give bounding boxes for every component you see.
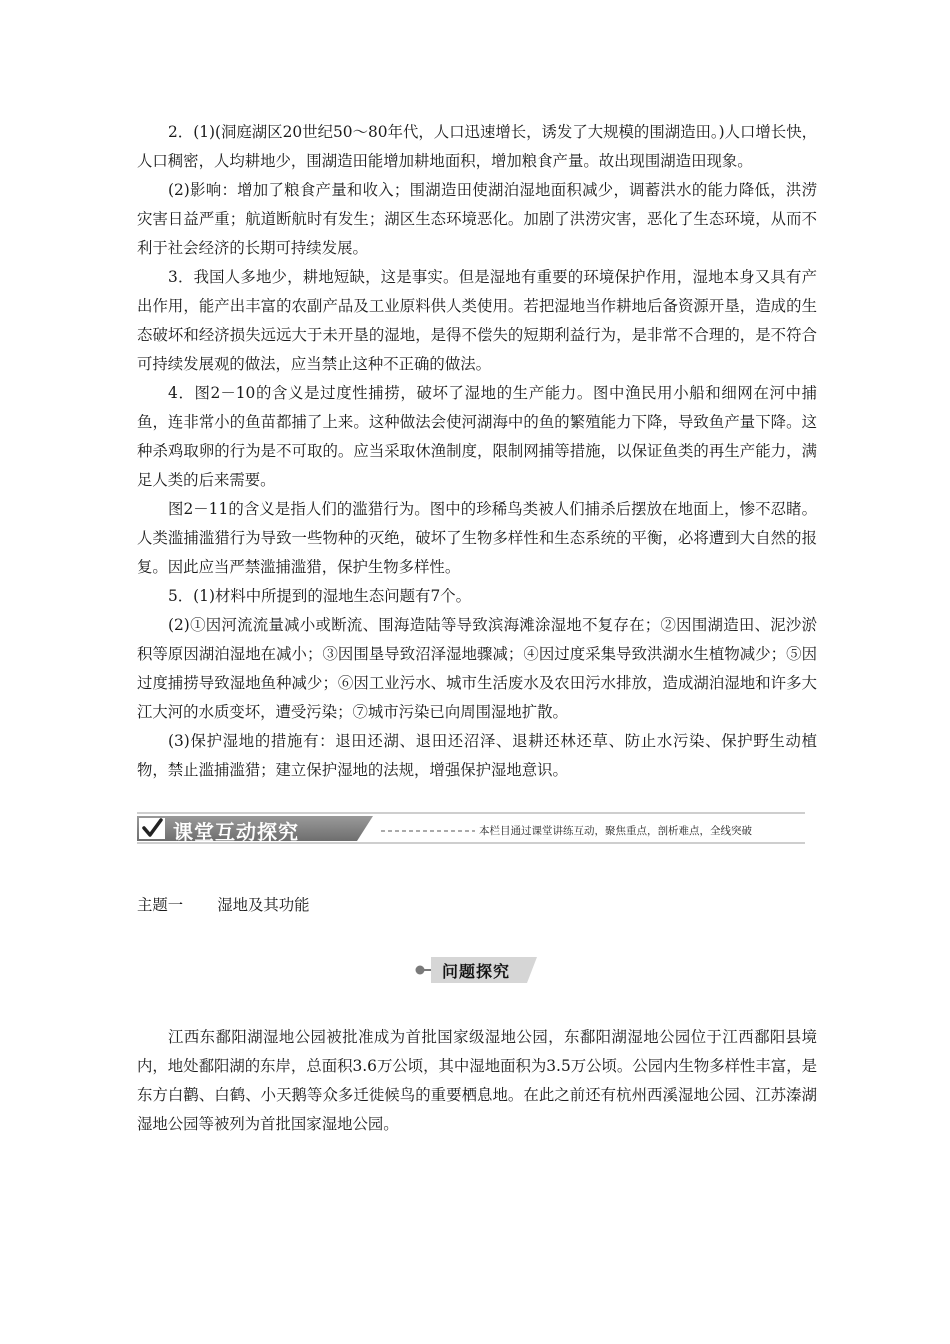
answer-2-1: 2．(1)(洞庭湖区20世纪50～80年代，人口迅速增长，诱发了大规模的围湖造田。)人口增长快，人口稠密，人均耕地少，围湖造田能增加耕地面积，增加粮食产量。故出现围湖造田现象。 xyxy=(137,123,817,170)
banner-title: 课堂互动探究 xyxy=(173,820,299,844)
passage-text: 江西东鄱阳湖湿地公园被批准成为首批国家级湿地公园，东鄱阳湖湿地公园位于江西鄱阳县境内，地处鄱阳湖的东岸，总面积3.6万公顷，其中湿地面积为3.5万公顷。公园内生物多样性丰富，是东方白鹳、白鹤、小天鹅等众多迁徙候鸟的重要栖息地。在此之前还有杭州西溪湿地公园、江苏溱湖湿地公园等被列为首批国家湿地公园。 xyxy=(137,1028,817,1133)
answer-4: 4．图2－10的含义是过度性捕捞，破坏了湿地的生产能力。图中渔民用小船和细网在河中捕鱼，连非常小的鱼苗都捕了上来。这种做法会使河湖海中的鱼的繁殖能力下降，导致鱼产量下降。这种杀鸡取卵的行为是不可取的。应当采取休渔制度，限制网捕等措施，以保证鱼类的再生产能力，满足人类的后来需要。 xyxy=(137,384,817,489)
banner-note: 本栏目通过课堂讲练互动，聚焦重点，剖析难点，全线突破 xyxy=(479,825,752,837)
answer-5-3: (3)保护湿地的措施有：退田还湖、退田还沼泽、退耕还林还草、防止水污染、保护野生动植物，禁止滥捕滥猎；建立保护湿地的法规，增强保护湿地意识。 xyxy=(137,732,817,779)
section-banner xyxy=(137,810,805,846)
topic-heading xyxy=(137,893,310,917)
topic-label: 主题一 xyxy=(137,896,184,914)
question-tag xyxy=(415,954,540,986)
answer-section xyxy=(137,118,817,785)
answer-5-2: (2)①因河流流量减小或断流、围海造陆等导致滨海滩涂湿地不复存在；②因围湖造田、泥沙淤积等原因湖泊湿地在减小；③因围垦导致沼泽湿地骤减；④因过度采集导致洪湖水生植物减少；⑤因过度捕捞导致湿地鱼种减少；⑥因工业污水、城市生活废水及农田污水排放，造成湖泊湿地和许多大江大河的水质变坏，遭受污染；⑦城市污染已向周围湿地扩散。 xyxy=(137,616,817,721)
topic-title: 湿地及其功能 xyxy=(217,896,310,914)
answer-5-1: 5．(1)材料中所提到的湿地生态问题有7个。 xyxy=(168,587,472,605)
passage-section xyxy=(137,1023,817,1139)
answer-3: 3．我国人多地少，耕地短缺，这是事实。但是湿地有重要的环境保护作用，湿地本身又具有产出作用，能产出丰富的农副产品及工业原料供人类使用。若把湿地当作耕地后备资源开垦，造成的生态破坏和经济损失远远大于未开垦的湿地，是得不偿失的短期利益行为，是非常不合理的，是不符合可持续发展观的做法，应当禁止这种不正确的做法。 xyxy=(137,268,817,373)
answer-2-2: (2)影响：增加了粮食产量和收入；围湖造田使湖泊湿地面积减少，调蓄洪水的能力降低，洪涝灾害日益严重；航道断航时有发生；湖区生态环境恶化。加剧了洪涝灾害，恶化了生态环境，从而不利于社会经济的长期可持续发展。 xyxy=(137,181,817,257)
answer-4-figure-11: 图2－11的含义是指人们的滥猎行为。图中的珍稀鸟类被人们捕杀后摆放在地面上，惨不忍睹。人类滥捕滥猎行为导致一些物种的灭绝，破坏了生物多样性和生态系统的平衡，必将遭到大自然的报复。因此应当严禁滥捕滥猎，保护生物多样性。 xyxy=(137,500,817,576)
question-tag-label: 问题探究 xyxy=(442,962,511,981)
